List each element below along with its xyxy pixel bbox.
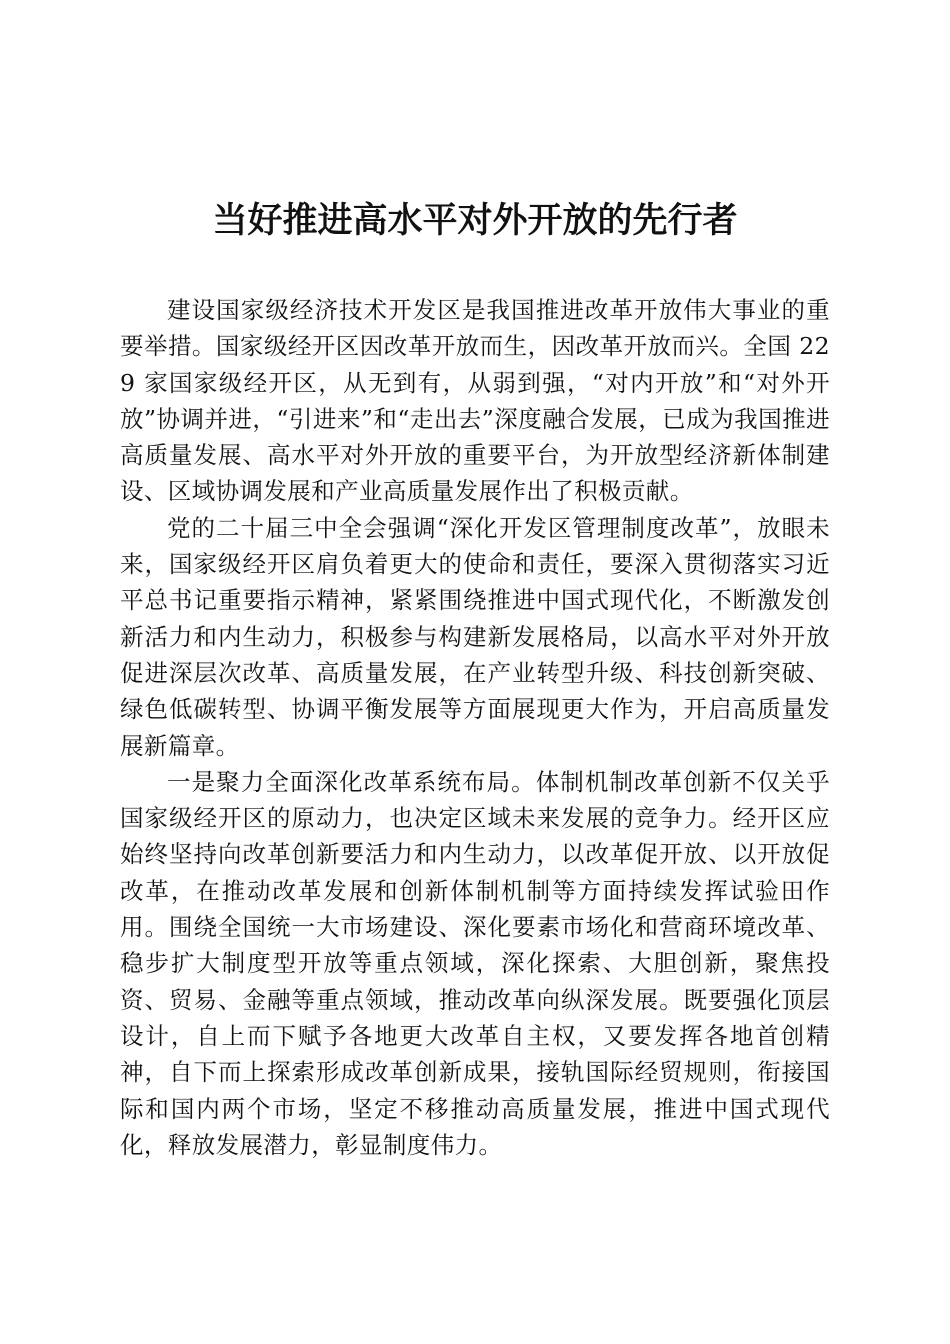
paragraph-3: 一是聚力全面深化改革系统布局。体制机制改革创新不仅关乎国家级经开区的原动力，也决定区域未来发展的竞争力。经开区应始终坚持向改革创新要活力和内生动力，以改革促开放、以开放促改革，在推动改革发展和创新体制机制等方面持续发挥试验田作用。围绕全国统一大市场建设、深化要素市场化和营商环境改革、稳步扩大制度型开放等重点领域，深化探索、大胆创新，聚焦投资、贸易、金融等重点领域，推动改革向纵深发展。既要强化顶层设计，自上而下赋予各地更大改革自主权，又要发挥各地首创精神，自下而上探索形成改革创新成果，接轨国际经贸规则，衔接国际和国内两个市场，坚定不移推动高质量发展，推进中国式现代化，释放发展潜力，彰显制度伟力。 <box>120 767 830 1159</box>
document-body <box>120 292 830 1163</box>
paragraph-1: 建设国家级经济技术开发区是我国推进改革开放伟大事业的重要举措。国家级经开区因改革开放而生，因改革开放而兴。全国 229 家国家级经开区，从无到有，从弱到强，“对内开放”和“对外开放”协调并进，“引进来”和“走出去”深度融合发展，已成为我国推进高质量发展、高水平对外开放的重要平台，为开放型经济新体制建设、区域协调发展和产业高质量发展作出了积极贡献。 <box>120 296 830 506</box>
document-title: 当好推进高水平对外开放的先行者 <box>212 200 738 241</box>
paragraph-2: 党的二十届三中全会强调“深化开发区管理制度改革”，放眼未来，国家级经开区肩负着更大的使命和责任，要深入贯彻落实习近平总书记重要指示精神，紧紧围绕推进中国式现代化，不断激发创新活力和内生动力，积极参与构建新发展格局，以高水平对外开放促进深层次改革、高质量发展，在产业转型升级、科技创新突破、绿色低碳转型、协调平衡发展等方面展现更大作为，开启高质量发展新篇章。 <box>120 513 830 760</box>
